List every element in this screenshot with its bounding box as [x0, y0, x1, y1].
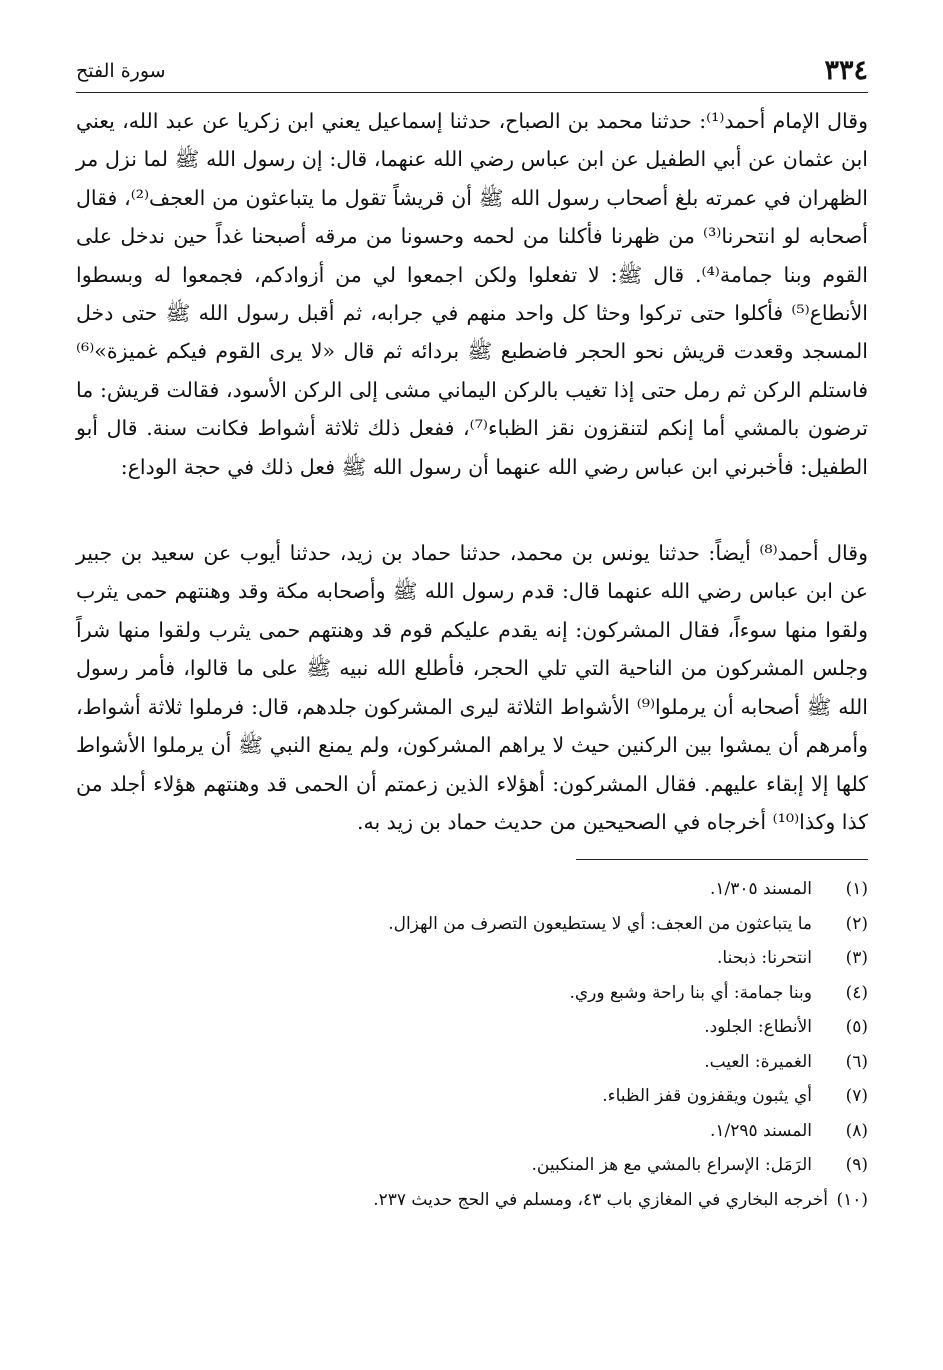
- surah-title: سورة الفتح: [76, 60, 166, 82]
- footnote-text: المسند ١/٢٩٥.: [709, 1120, 812, 1141]
- body-paragraph: وقال الإمام أحمد⁽¹⁾: حدثنا محمد بن الصباح، حدثنا إسماعيل يعني ابن زكريا عن عبد الله، يعني ابن عثمان عن أبي الطفيل عن ابن عباس رضي الله عنهما، قال: إن رسول الله ﷺ لما نزل مر الظهران في عمرته بلغ أصحاب رسول الله ﷺ أن قريشاً تقول ما يتباعثون من العجف⁽²⁾، فقال أصحابه لو انتحرنا⁽³⁾ من ظهرنا فأكلنا من لحمه وحسونا من مرقه أصبحنا غداً حين ندخل على القوم وبنا جمامة⁽⁴⁾. قال ﷺ: لا تفعلوا ولكن اجمعوا لي من أزوادكم، فجمعوا له وبسطوا الأنطاع⁽⁵⁾ فأكلوا حتى تركوا وحثا كل واحد منهم في جرابه، ثم أقبل رسول الله ﷺ حتى دخل المسجد وقعدت قريش نحو الحجر فاضطبع ﷺ بردائه ثم قال «لا يرى القوم فيكم غميزة»⁽⁶⁾ فاستلم الركن ثم رمل حتى إذا تغيب بالركن اليماني مشى إلى الركن الأسود، فقالت قريش: ما ترضون بالمشي أما إنكم لتنقزون نقز الظباء⁽⁷⁾، ففعل ذلك ثلاثة أشواط فكانت سنة. قال أبو الطفيل: فأخبرني ابن عباس رضي الله عنهما أن رسول الله ﷺ فعل ذلك في حجة الوداع:: [76, 109, 869, 479]
- footnote-text: وبنا جمامة: أي بنا راحة وشبع وري.: [569, 982, 812, 1003]
- footnote-item: [76, 1079, 868, 1114]
- footnote-number: (٥): [845, 1017, 868, 1038]
- footnote-item: [76, 907, 868, 942]
- footnote-number: (٤): [845, 982, 868, 1003]
- footnote-text: الرَمَل: الإسراع بالمشي مع هز المنكبين.: [531, 1155, 812, 1176]
- footnote-number: (٦): [845, 1051, 868, 1072]
- footnote-text: ما يتباعثون من العجف: أي لا يستطيعون التصرف من الهزال.: [388, 913, 812, 934]
- footnote-number: (٩): [845, 1155, 868, 1176]
- footnote-number: (٢): [845, 913, 868, 934]
- footnote-item: [76, 1148, 868, 1183]
- footnote-number: (١٠): [836, 1189, 868, 1210]
- footnotes: [76, 872, 868, 1217]
- footnote-number: (٨): [845, 1120, 868, 1141]
- footnote-item: [76, 1010, 868, 1045]
- footnote-number: (١): [845, 879, 868, 900]
- footnote-text: الأنطاع: الجلود.: [704, 1017, 812, 1038]
- footnote-item: [76, 941, 868, 976]
- footnote-text: انتحرنا: ذبحنا.: [717, 948, 812, 969]
- footnote-text: أخرجه البخاري في المغازي باب ٤٣، ومسلم في الحج حديث ٢٣٧.: [373, 1189, 828, 1210]
- page-header: [76, 52, 868, 93]
- footnote-item: [76, 1114, 868, 1149]
- page-number: ٣٣٤: [824, 55, 868, 86]
- body-paragraph: وقال أحمد⁽⁸⁾ أيضاً: حدثنا يونس بن محمد، حدثنا حماد بن زيد، حدثنا أيوب عن سعيد بن جبير عن ابن عباس رضي الله عنهما قال: قدم رسول الله ﷺ وأصحابه مكة وقد وهنتهم حمى يثرب ولقوا منها سوءاً، فقال المشركون: إنه يقدم عليكم قوم قد وهنتهم حمى يثرب ولقوا منها شراً وجلس المشركون من الناحية التي تلي الحجر، فأطلع الله نبيه ﷺ على ما قالوا، فأمر رسول الله ﷺ أصحابه أن يرملوا⁽⁹⁾ الأشواط الثلاثة ليرى المشركون جلدهم، قال: فرملوا ثلاثة أشواط، وأمرهم أن يمشوا بين الركنين حيث لا يراهم المشركون، ولم يمنع النبي ﷺ أن يرملوا الأشواط كلها إلا إبقاء عليهم. فقال المشركون: أهؤلاء الذين زعمتم أن الحمى قد وهنتهم هؤلاء أجلد من كذا وكذا⁽¹⁰⁾ أخرجاه في الصحيحين من حديث حماد بن زيد به.: [76, 541, 868, 834]
- book-page: [76, 52, 868, 1217]
- footnote-divider: [576, 859, 868, 860]
- footnote-text: المسند ١/٣٠٥.: [709, 879, 812, 900]
- footnote-number: (٧): [845, 1086, 868, 1107]
- footnote-number: (٣): [845, 948, 868, 969]
- footnote-item: [76, 1045, 868, 1080]
- footnote-item: [76, 976, 868, 1011]
- footnote-text: الغميرة: العيب.: [704, 1051, 812, 1072]
- footnote-item: [76, 872, 868, 907]
- footnote-item: [76, 1183, 868, 1218]
- footnote-text: أي يثبون ويقفزون قفز الظباء.: [602, 1086, 812, 1107]
